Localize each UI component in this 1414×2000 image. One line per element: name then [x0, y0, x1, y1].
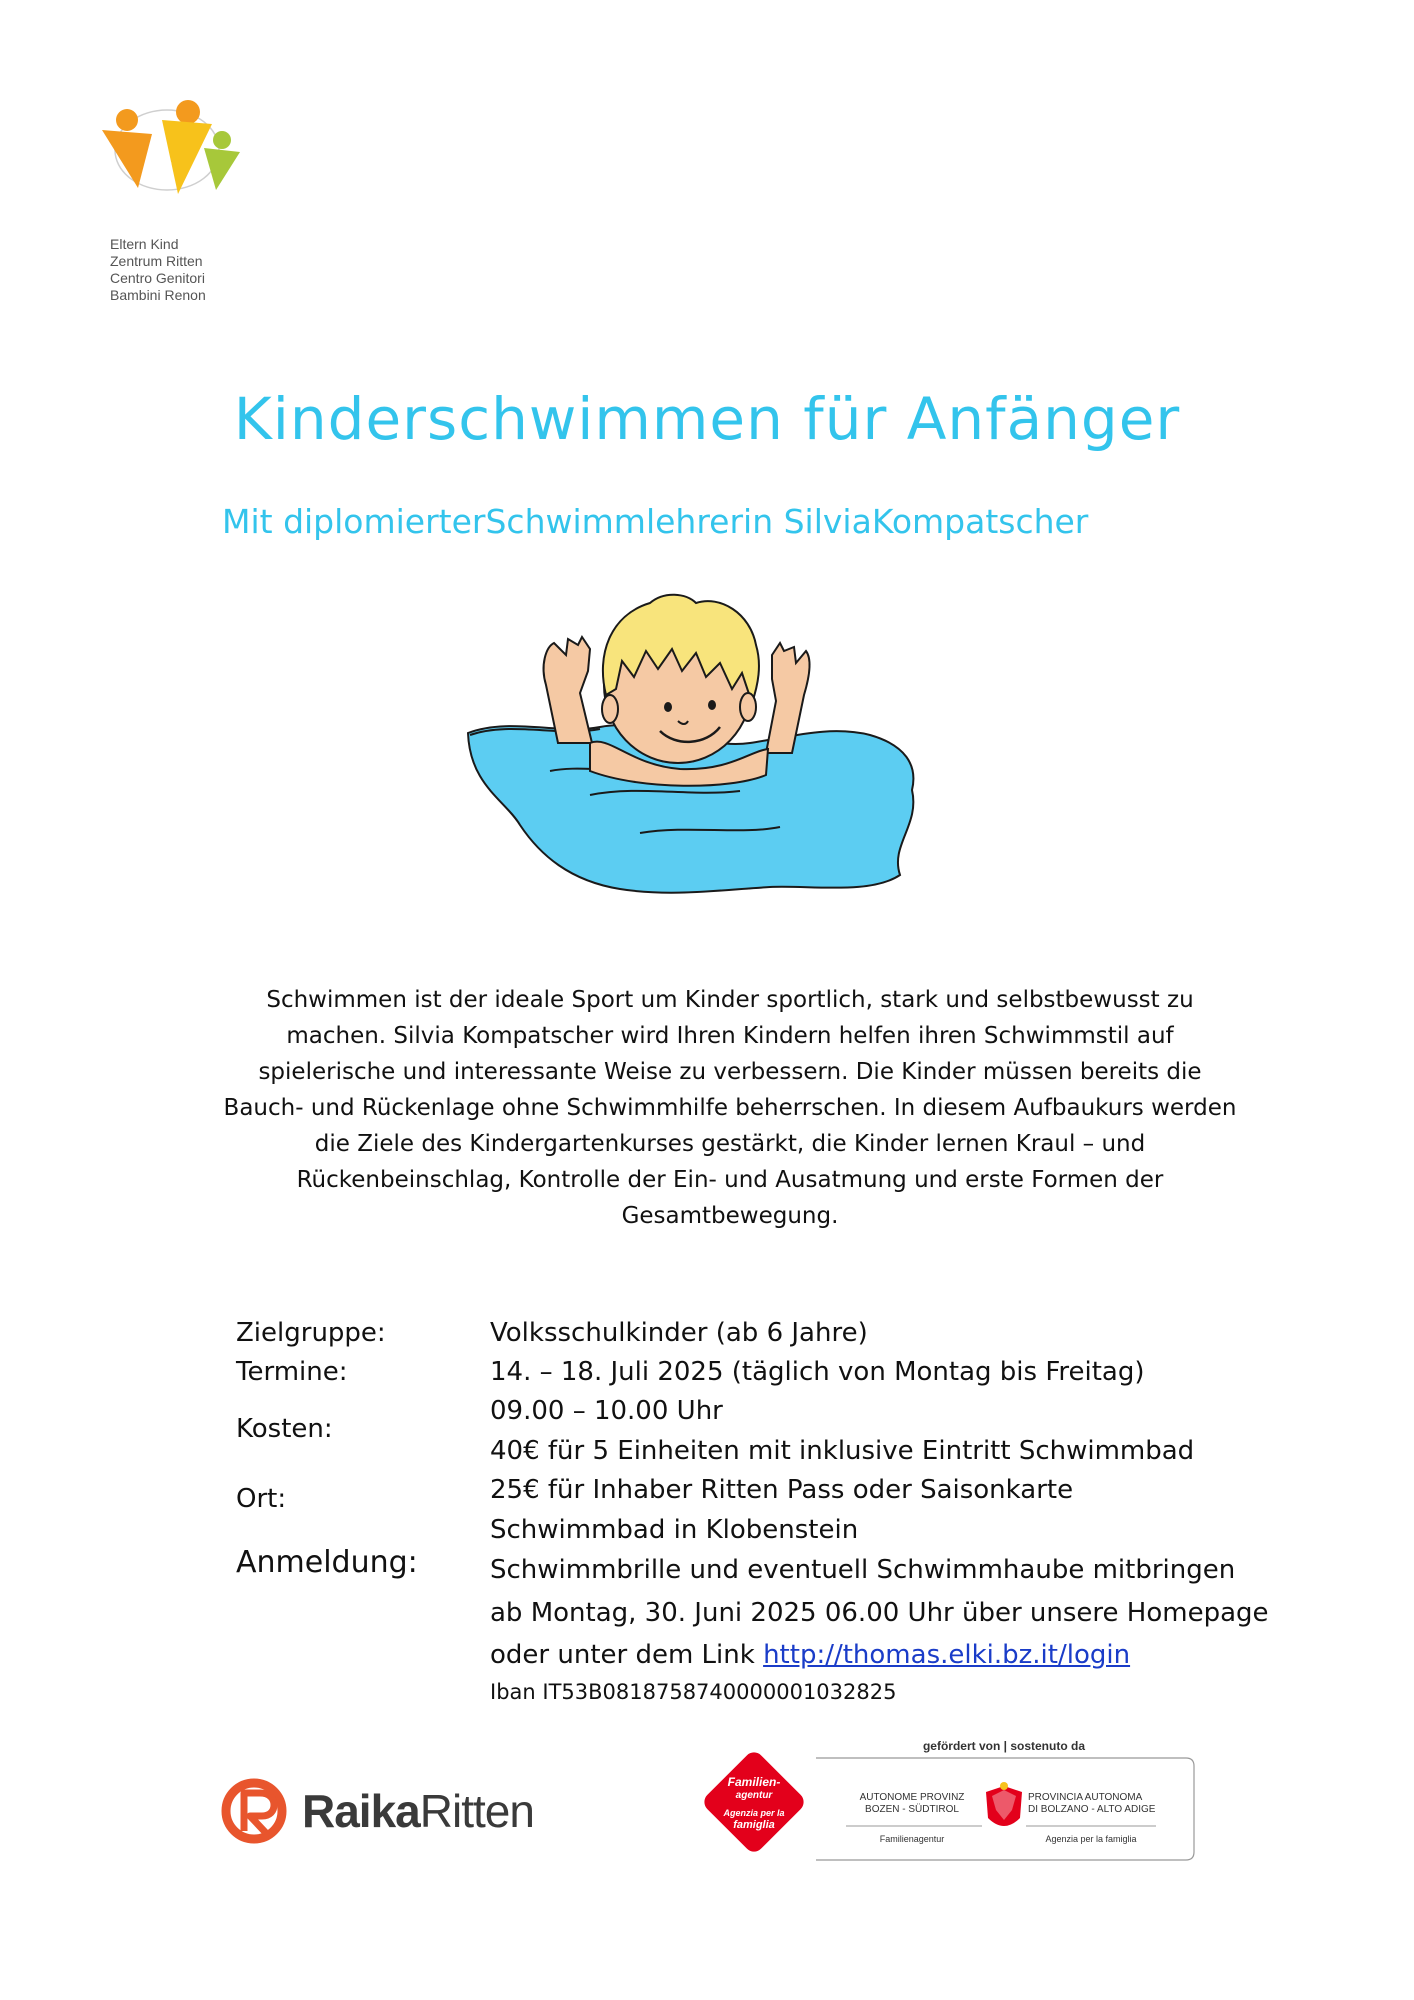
swimming-boy-illustration: [450, 585, 930, 905]
agency-it: Agenzia per la famiglia: [1045, 1834, 1137, 1844]
label-kosten: Kosten:: [236, 1414, 333, 1444]
value-target-group: Volksschulkinder (ab 6 Jahre): [490, 1318, 868, 1348]
label-ort: Ort:: [236, 1484, 287, 1514]
value-registration-link-line: [490, 1640, 1130, 1670]
value-registration: ab Montag, 30. Juni 2025 06.00 Uhr über unsere Homepage: [490, 1598, 1269, 1628]
description-line: die Ziele des Kindergartenkurses gestärkt, die Kinder lernen Kraul – und: [314, 1131, 1146, 1157]
description-line: Rückenbeinschlag, Kontrolle der Ein- und Ausatmung und erste Formen der: [296, 1167, 1164, 1193]
elki-line: Centro Genitori: [110, 270, 205, 286]
province-it-line: PROVINCIA AUTONOMA: [1028, 1792, 1143, 1803]
link-prefix: oder unter dem Link: [490, 1640, 764, 1670]
label-zielgruppe: Zielgruppe:: [236, 1318, 386, 1348]
value-equipment: Schwimmbrille und eventuell Schwimmhaube mitbringen: [490, 1555, 1236, 1585]
page-title: Kinderschwimmen für Anfänger: [233, 385, 1181, 453]
badge-line: agentur: [735, 1790, 773, 1801]
province-it-line: DI BOLZANO - ALTO ADIGE: [1028, 1804, 1156, 1815]
funding-logos: [686, 1730, 1196, 1862]
badge-line: Familien-: [727, 1775, 781, 1789]
value-dates: 14. – 18. Juli 2025 (täglich von Montag bis Freitag): [490, 1357, 1145, 1387]
elki-organisation-name: [110, 236, 206, 304]
description-line: Bauch- und Rückenlage ohne Schwimmhilfe beherrschen. In diesem Aufbaukurs werden: [223, 1095, 1237, 1121]
raika-name-regular: Ritten: [419, 1785, 534, 1837]
elki-logo: [92, 100, 242, 200]
elki-line: Zentrum Ritten: [110, 253, 203, 269]
label-termine: Termine:: [236, 1357, 348, 1387]
eagle-coat-of-arms-icon: [986, 1782, 1022, 1826]
familienagentur-badge: [700, 1748, 807, 1855]
description-line: spielerische und interessante Weise zu verbessern. Die Kinder müssen bereits die: [258, 1059, 1202, 1085]
badge-line: Agenzia per la: [723, 1808, 785, 1818]
value-location: Schwimmbad in Klobenstein: [490, 1515, 859, 1545]
raika-name-bold: Raika: [302, 1785, 420, 1837]
iban-text: Iban IT53B0818758740000001032825: [490, 1680, 897, 1704]
description-line: machen. Silvia Kompatscher wird Ihren Kindern helfen ihren Schwimmstil auf: [286, 1023, 1174, 1049]
elki-line: Eltern Kind: [110, 236, 179, 252]
value-cost-reduced: 25€ für Inhaber Ritten Pass oder Saisonkarte: [490, 1475, 1074, 1505]
label-anmeldung: Anmeldung:: [236, 1545, 418, 1580]
elki-line: Bambini Renon: [110, 287, 206, 303]
elki-mark-text: elki: [144, 160, 172, 180]
registration-link[interactable]: http://thomas.elki.bz.it/login: [763, 1640, 1131, 1670]
funding-header: gefördert von | sostenuto da: [922, 1739, 1086, 1753]
description-line: Schwimmen ist der ideale Sport um Kinder sportlich, stark und selbstbewusst zu: [266, 987, 1194, 1013]
value-cost-regular: 40€ für 5 Einheiten mit inklusive Eintritt Schwimmbad: [490, 1436, 1195, 1466]
course-description: [180, 982, 1280, 1234]
raika-name: [302, 1784, 534, 1838]
description-line: Gesamtbewegung.: [621, 1203, 839, 1229]
agency-de: Familienagentur: [879, 1834, 945, 1844]
page-subtitle: Mit diplomierterSchwimmlehrerin SilviaKompatscher: [222, 502, 1089, 541]
value-time: 09.00 – 10.00 Uhr: [490, 1396, 723, 1426]
badge-line: famiglia: [733, 1819, 775, 1831]
province-de-line: AUTONOME PROVINZ: [859, 1792, 965, 1803]
province-de-line: BOZEN - SÜDTIROL: [865, 1804, 959, 1815]
